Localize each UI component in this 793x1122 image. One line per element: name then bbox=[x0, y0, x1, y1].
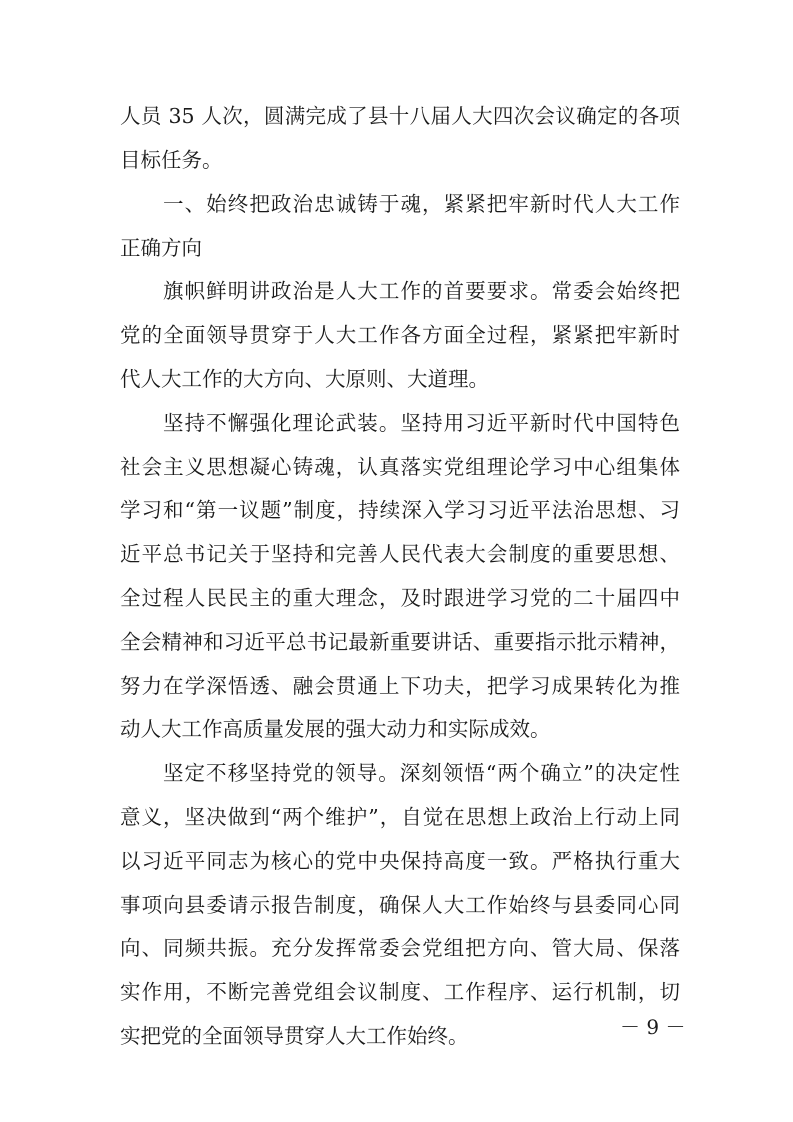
body-line: 全会精神和习近平总书记最新重要讲话、重要指示批示精神， bbox=[120, 630, 680, 654]
body-line: 意义，坚决做到“两个维护”，自觉在思想上政治上行动上同 bbox=[120, 805, 680, 829]
body-line: 社会主义思想凝心铸魂，认真落实党组理论学习中心组集体 bbox=[120, 455, 680, 479]
body-line: 目标任务。 bbox=[120, 148, 223, 172]
body-line: 学习和“第一议题”制度，持续深入学习习近平法治思想、习 bbox=[120, 498, 680, 522]
section-heading-line: 一、始终把政治忠诚铸于魂，紧紧把牢新时代人大工作 bbox=[163, 192, 680, 216]
section-heading-line: 正确方向 bbox=[120, 236, 202, 260]
body-line: 代人大工作的大方向、大原则、大道理。 bbox=[120, 367, 489, 391]
body-line: 向、同频共振。充分发挥常委会党组把方向、管大局、保落 bbox=[120, 936, 680, 960]
body-line: 人员 35 人次，圆满完成了县十八届人大四次会议确定的各项 bbox=[120, 104, 680, 128]
body-line: 以习近平同志为核心的党中央保持高度一致。严格执行重大 bbox=[120, 849, 680, 873]
body-line: 事项向县委请示报告制度，确保人大工作始终与县委同心同 bbox=[120, 893, 680, 917]
page-number: － 9 － bbox=[620, 1015, 686, 1039]
body-line: 坚持不懈强化理论武装。坚持用习近平新时代中国特色 bbox=[163, 411, 680, 435]
body-line: 旗帜鲜明讲政治是人大工作的首要要求。常委会始终把 bbox=[163, 279, 680, 303]
body-line: 全过程人民民主的重大理念，及时跟进学习党的二十届四中 bbox=[120, 586, 680, 610]
body-line: 努力在学深悟透、融会贯通上下功夫，把学习成果转化为推 bbox=[120, 674, 680, 698]
body-line: 坚定不移坚持党的领导。深刻领悟“两个确立”的决定性 bbox=[163, 761, 680, 785]
body-line: 实作用，不断完善党组会议制度、工作程序、运行机制，切 bbox=[120, 980, 680, 1004]
body-line: 近平总书记关于坚持和完善人民代表大会制度的重要思想、 bbox=[120, 542, 680, 566]
body-line: 动人大工作高质量发展的强大动力和实际成效。 bbox=[120, 717, 551, 741]
body-line: 党的全面领导贯穿于人大工作各方面全过程，紧紧把牢新时 bbox=[120, 323, 680, 347]
body-line: 实把党的全面领导贯穿人大工作始终。 bbox=[120, 1024, 469, 1048]
